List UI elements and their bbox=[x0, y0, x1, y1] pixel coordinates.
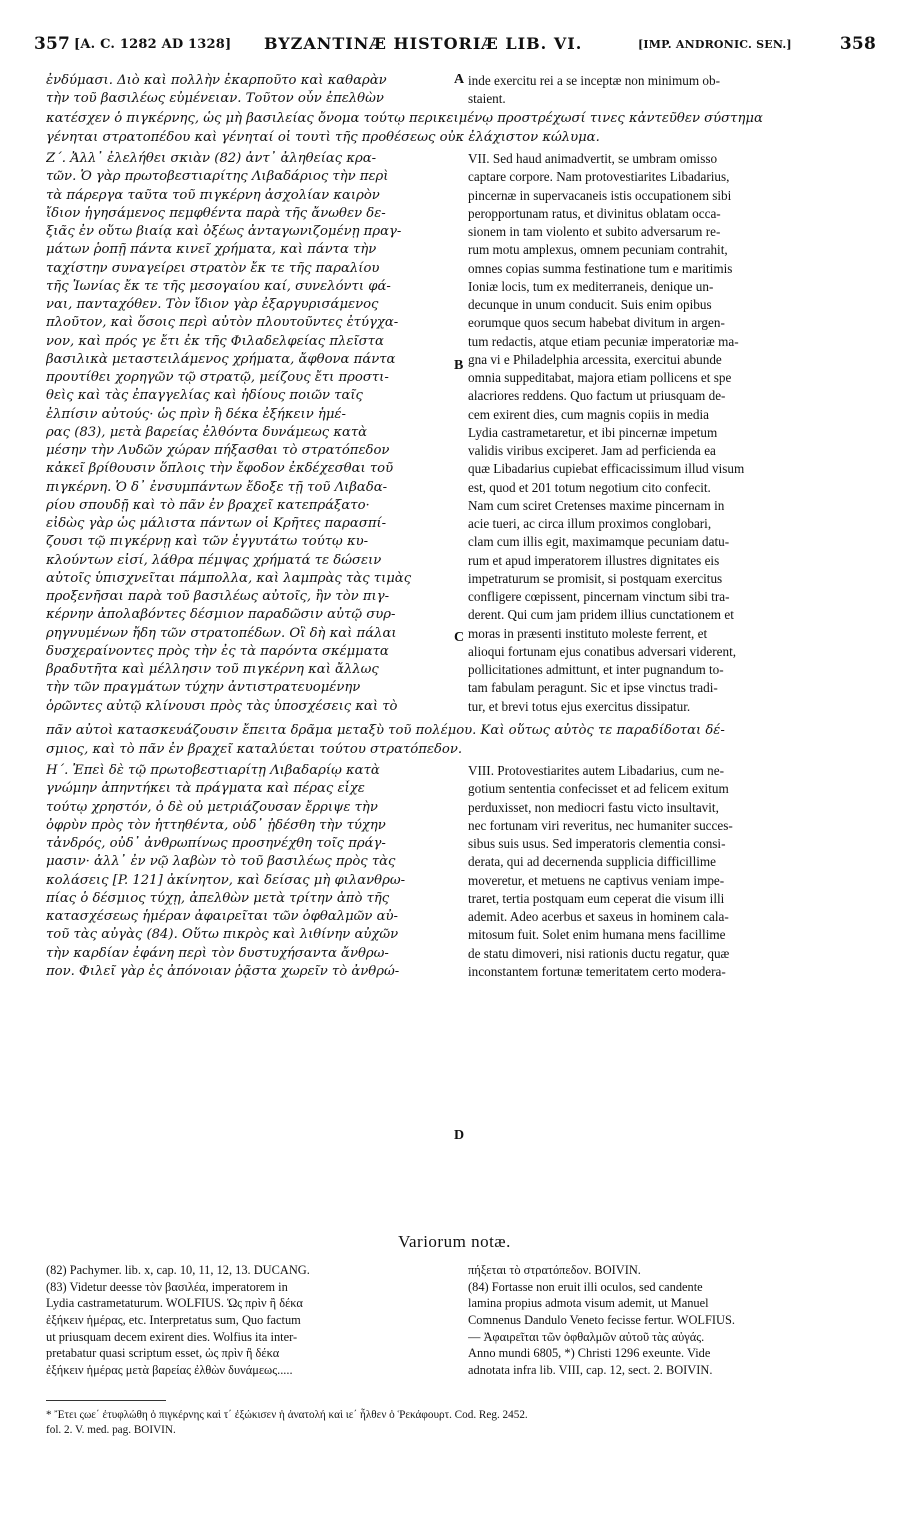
text-line: VIII. Protovestiarites autem Libadarius, cum ne- bbox=[468, 763, 724, 778]
text-line: πήξεται τὸ στρατόπεδον. BOIVIN. bbox=[468, 1263, 641, 1277]
text-line: peropportunam ratus, et divinitus oblatam occa- bbox=[468, 205, 721, 221]
text-line: βραδυτῆτα καὶ μέλλησιν τοῦ πιγκέρνη καὶ ἄλλως bbox=[46, 662, 379, 677]
text-line: confligere cœpissent, pincernam vinctum sibi tra- bbox=[468, 589, 730, 604]
text-line: pincernæ in supervacaneis istis occupationem sibi bbox=[468, 187, 732, 203]
text-line: μέσην τὴν Λυδῶν χώραν πήξασθαι τὸ στρατόπεδον bbox=[46, 443, 390, 458]
text-line: gotium sententia confecisset et ad felicem exitum bbox=[468, 781, 729, 797]
text-line: ναι, πανταχόθεν. Τὸν ἴδιον γὰρ ἐξαργυρισάμενος bbox=[46, 297, 379, 312]
text-line: adnotata infra lib. VIII, cap. 12, sect. 2. BOIVIN. bbox=[468, 1363, 713, 1378]
text-line: captare corpore. Nam protovestiarites Libadarius, bbox=[468, 169, 730, 185]
margin-marker-a: A bbox=[454, 72, 465, 87]
text-line: de statu dimoveri, nisi rationis ductu regatur, quæ bbox=[468, 945, 730, 961]
text-line: tur, et brevi totus ejus exercitus dissipatur. bbox=[468, 698, 691, 714]
text-line: derent. Qui cum jam pridem illius cunctationem et bbox=[468, 607, 734, 623]
text-line: τῆς Ἰωνίας ἔκ τε τῆς μεσογαίου καί, συνελόντι φά- bbox=[46, 278, 391, 294]
text-line: fol. 2. V. med. pag. BOIVIN. bbox=[46, 1424, 176, 1436]
greek-column-chapter-7 bbox=[46, 150, 458, 716]
text-line: ρίου σπουδῇ καὶ τὸ πᾶν ἐν βραχεῖ κατεπράξατο· bbox=[46, 497, 370, 513]
greek-full-width-2 bbox=[46, 722, 876, 759]
text-line: VII. Sed haud animadvertit, se umbram omisso bbox=[468, 151, 718, 166]
text-line: rum motu amplexus, omnem pecuniam contrahit, bbox=[468, 242, 728, 258]
text-line: ρηγνυμένων ἤδη τῶν στρατοπέδων. Οἳ δὴ καὶ πάλαι bbox=[46, 625, 397, 641]
text-line: κατασχέσεως ἡμέραν ἀφαιρεῖται τῶν ὀφθαλμῶν αὐ- bbox=[46, 909, 398, 924]
text-line: ρας (83), μετὰ βαρείας ἐλθόντα δυνάμεως κατὰ bbox=[46, 424, 368, 440]
text-line: cem exirent dies, cum magnis copiis in media bbox=[468, 406, 709, 422]
text-line: τοῦ τὰς αὐγὰς (84). Οὕτω πικρὸς καὶ λιθίνην αὐχῶν bbox=[46, 927, 399, 943]
text-line: ξιᾶς ἐν οὕτω βιαίᾳ καὶ ὀξέως ἀνταγωνιζομένῃ πραγ- bbox=[46, 224, 402, 239]
text-line: κλούντων εἰσί, λάθρα πέμψας χρήματά τε δώσειν bbox=[46, 552, 382, 568]
text-line: validis viribus exciperet. Jam ad perficienda ea bbox=[468, 443, 716, 458]
text-line: τἀνδρός, οὐδ᾽ ἀνθρωπίνως προσηνέχθη τοῖς πράγ- bbox=[46, 836, 386, 851]
footnote-rule bbox=[46, 1400, 166, 1401]
text-line: pretabatur quasi scriptum esset, ὡς πρὶν ἢ δέκα bbox=[46, 1346, 280, 1361]
text-line: κέρνην ἀπολαβόντες δέσμιον παραδῶσιν αὐτῷ συρ- bbox=[46, 607, 396, 623]
text-line: γνώμην ἀπηντήκει τὰ πράγματα καὶ πέρας εἶχε bbox=[46, 781, 365, 797]
margin-marker-c: C bbox=[454, 630, 465, 645]
page-number-right: 358 bbox=[839, 34, 876, 54]
text-line: κἀκεῖ βρίθουσιν ὅπλοις τὴν ἔφοδον ἐκδέχεσθαι τοῦ bbox=[46, 461, 394, 477]
text-line: σμιος, καὶ τὸ πᾶν ἐν βραχεῖ καταλύεται τούτου στρατόπεδον. bbox=[46, 741, 463, 757]
text-line: Lydia castrametaretur, et ibi pincernæ impetum bbox=[468, 424, 718, 440]
text-line: ut priusquam decem exirent dies. Wolfius ita inter- bbox=[46, 1329, 298, 1344]
header-years: [A. C. 1282 AD 1328] bbox=[74, 37, 232, 52]
latin-column-chapter-8 bbox=[468, 762, 878, 981]
text-line: πλοῦτον, καὶ ὅσοις περὶ αὐτὸν πλουτοῦντες ἐτύγχα- bbox=[46, 315, 399, 331]
text-line: perduxisset, non mediocri fastu victo insultavit, bbox=[468, 799, 719, 815]
text-line: Ioniæ locis, tum ex mediterraneis, denique un- bbox=[468, 278, 714, 294]
notes-right-column bbox=[468, 1262, 878, 1379]
notes-title: Variorum notæ. bbox=[398, 1232, 511, 1251]
text-line: quæ Libadarius cupiebat efficacissimum illud visum bbox=[468, 461, 745, 477]
text-line: πον. Φιλεῖ γὰρ ἐς ἀπόνοιαν ῥᾷστα χωρεῖν τὸ ἀνθρώ- bbox=[46, 963, 400, 979]
text-line: ὀφρὺν πρὸς τὸν ἡττηθέντα, οὐδ᾽ ᾐδέσθη τὴν τύχην bbox=[46, 817, 386, 833]
text-line: τὴν τῶν πραγμάτων τύχην ἀντιστρατευομένην bbox=[46, 680, 361, 696]
text-line: alioqui fortunam ejus conatibus adversari viderent, bbox=[468, 643, 737, 659]
running-header bbox=[34, 34, 876, 64]
text-line: Ζ΄. Ἀλλ᾽ ἐλελήθει σκιὰν (82) ἀντ᾽ ἀληθείας κρα- bbox=[46, 151, 377, 166]
text-line: * Ἔτει ςωε΄ ἐτυφλώθη ὁ πιγκέρνης καὶ τ΄ ἐξώκισεν ἡ ἀνατολή καὶ ιε΄ ἦλθεν ὁ Ῥεκάφουρτ. Cod. Reg. 2452. bbox=[46, 1409, 528, 1421]
text-line: traret, tertia postquam eum ceperat die visum illi bbox=[468, 890, 725, 906]
text-line: Lydia castrametaturum. WOLFIUS. Ὡς πρὶν ἢ δέκα bbox=[46, 1296, 303, 1311]
text-line: κολάσεις [P. 121] ἀκίνητον, καὶ δείσας μὴ φιλανθρω- bbox=[46, 872, 406, 888]
text-line: δυσχεραίνοντες πρὸς τὴν ἐς τὰ παρόντα σκέμματα bbox=[46, 643, 389, 659]
text-line: μασιν· ἀλλ᾽ ἐν νῷ λαβὼν τὸ τοῦ βασιλέως πρὸς τὰς bbox=[46, 854, 396, 870]
text-line: lamina propius admota visum ademit, ut Manuel bbox=[468, 1296, 709, 1311]
text-line: ταχίστην συναγείρει στρατὸν ἔκ τε τῆς παραλίου bbox=[46, 260, 380, 276]
text-line: tam fabulam peragunt. Sic et ipse vinctus tradi- bbox=[468, 680, 718, 696]
greek-column-top bbox=[46, 72, 456, 109]
text-line: ὁρῶντες αὐτῷ κλίνουσι πρὸς τὰς ὑποσχέσεις καὶ τὸ bbox=[46, 698, 398, 714]
latin-column-chapter-7 bbox=[468, 150, 878, 716]
text-line: inde exercitu rei a se inceptæ non minimum ob- bbox=[468, 73, 720, 88]
text-line: κατέσχεν ὁ πιγκέρνης, ὡς μὴ βασιλείας ὄνομα τούτῳ περικειμένῳ προστρέχωσί τινες κἀντεῦθεν σύστημα bbox=[46, 111, 763, 126]
text-line: — Ἀφαιρεῖται τῶν ὀφθαλμῶν αὐτοῦ τὰς αὐγάς. bbox=[468, 1329, 705, 1344]
text-line: rum et apud imperatorem illustres dignitates eis bbox=[468, 552, 720, 568]
text-line: τὰ πάρεργα ταῦτα τοῦ πιγκέρνη ἀσχολίαν καιρὸν bbox=[46, 187, 380, 203]
text-line: omnia suppeditabat, majora etiam pollicens et spe bbox=[468, 370, 732, 385]
text-line: προξενῆσαι παρὰ τοῦ βασιλέως αὐτοῖς, ἢν τὸν πιγ- bbox=[46, 589, 390, 604]
text-line: moveretur, et metuens ne captivus veniam impe- bbox=[468, 872, 725, 888]
greek-column-chapter-8 bbox=[46, 762, 458, 981]
text-line: ademit. Adeo acerbus et saxeus in hominem cala- bbox=[468, 909, 729, 924]
latin-column-top bbox=[468, 72, 878, 109]
text-line: staient. bbox=[468, 91, 506, 107]
text-line: (82) Pachymer. lib. x, cap. 10, 11, 12, 13. DUCANG. bbox=[46, 1263, 310, 1277]
footnote bbox=[46, 1408, 876, 1438]
text-line: Anno mundi 6805, *) Christi 1296 exeunte. Vide bbox=[468, 1346, 711, 1361]
text-line: (83) Videtur deesse τὸν βασιλέα, imperatorem in bbox=[46, 1279, 288, 1294]
text-line: nec fortunam viri reveritus, nec humaniter succes- bbox=[468, 817, 733, 833]
margin-marker-d: D bbox=[454, 1128, 465, 1143]
notes-left-column bbox=[46, 1262, 458, 1379]
text-line: μάτων ῥοπῇ πάντα κινεῖ χρήματα, καὶ πάντα τὴν bbox=[46, 242, 377, 258]
text-line: acie tueri, ac circa illum proximos conglobari, bbox=[468, 516, 712, 531]
text-line: est, quod et 201 totum negotium cito confecit. bbox=[468, 479, 711, 495]
text-line: impetraturum se promisit, si postquam exercitus bbox=[468, 570, 723, 586]
text-line: clam cum illis egit, maximamque pecuniam datu- bbox=[468, 534, 730, 550]
text-line: derata, qui ad decernenda supplicia difficillime bbox=[468, 854, 717, 870]
text-line: αὐτοῖς ὑπισχνεῖται πάμπολλα, καὶ λαμπρὰς τὰς τιμὰς bbox=[46, 570, 412, 586]
margin-marker-b: B bbox=[454, 358, 464, 373]
text-line: ἐνδύμασι. Διὸ καὶ πολλὴν ἐκαρποῦτο καὶ καθαρὰν bbox=[46, 73, 387, 88]
text-line: gna vi e Philadelphia arcessita, exercitui abunde bbox=[468, 351, 722, 367]
text-line: ζουσι τῷ πιγκέρνῃ καὶ τῶν ἐγγυτάτω τούτῳ κυ- bbox=[46, 534, 369, 550]
text-line: θεὶς καὶ τὰς ἐπαγγελίας καὶ ἡδίους ποιῶν ταῖς bbox=[46, 388, 363, 404]
text-line: τούτῳ χρηστόν, ὁ δὲ οὐ μετριάζουσαν ἔρριψε τὴν bbox=[46, 799, 378, 815]
text-line: omnes copias summa festinatione tum e maritimis bbox=[468, 260, 733, 276]
header-title: BYZANTINÆ HISTORIÆ LIB. VI. bbox=[264, 34, 583, 53]
text-line: ἐξήκειν ἡμέρας, etc. Interpretatus sum, Quo factum bbox=[46, 1313, 301, 1328]
text-line: τὴν καρδίαν ἐφάνη περὶ τὸν δυστυχήσαντα ἄνθρω- bbox=[46, 945, 389, 961]
text-line: sionem in tam violento et subito adversarum re- bbox=[468, 224, 721, 239]
text-line: (84) Fortasse non eruit illi oculos, sed candente bbox=[468, 1279, 703, 1294]
text-line: mitosum fuit. Solet enim humana mens facillime bbox=[468, 927, 726, 943]
text-line: decunque in unum conducit. Suis enim opibus bbox=[468, 297, 712, 312]
text-line: βασιλικὰ μεταστειλάμενος χρήματα, ἄφθονα πάντα bbox=[46, 351, 396, 367]
text-line: ἴδιον ἡγησάμενος πεμφθέντα παρὰ τῆς ἄνωθεν δε- bbox=[46, 205, 386, 221]
text-line: eorumque quos secum habebat divitum in argen- bbox=[468, 315, 725, 331]
text-line: inconstantem fortunæ temeritatem certo modera- bbox=[468, 963, 726, 979]
text-line: tum redactis, atque etiam pecuniæ imperatoriæ ma- bbox=[468, 333, 739, 349]
text-line: ἐλπίσιν αὐτούς· ὡς πρὶν ἢ δέκα ἐξήκειν ἡμέ- bbox=[46, 406, 346, 422]
text-line: πᾶν αὐτοὶ κατασκευάζουσιν ἔπειτα δρᾶμα μεταξὺ τοῦ πολέμου. Καὶ οὕτως αὐτὸς τε παραδίδοται δέ- bbox=[46, 723, 725, 738]
text-line: πιγκέρνη. Ὁ δ᾽ ἐνσυμπάντων ἔδοξε τῇ τοῦ Λιβαδα- bbox=[46, 479, 388, 495]
greek-full-width-1 bbox=[46, 110, 876, 147]
text-line: moras in præsenti instituto moleste ferrent, et bbox=[468, 625, 708, 641]
text-line: τὴν τοῦ βασιλέως εὐμένειαν. Τοῦτον οὖν ἐπελθὼν bbox=[46, 91, 384, 107]
text-line: προυτίθει χορηγῶν τῷ στρατῷ, μείζους ἔτι προστι- bbox=[46, 370, 389, 385]
text-line: Η΄. Ἐπεὶ δὲ τῷ πρωτοβεστιαρίτῃ Λιβαδαρίῳ κατὰ bbox=[46, 763, 380, 778]
text-line: νον, καὶ πρός γε ἔτι ἐκ τῆς Φιλαδελφείας πλεῖστα bbox=[46, 333, 384, 349]
text-line: sibus suis usus. Sed imperatoris clementia consi- bbox=[468, 836, 726, 851]
text-line: πίας ὁ δέσμιος τύχῃ, ἀπελθὼν μετὰ τρίτην ἀπὸ τῆς bbox=[46, 890, 390, 906]
page-number-left: 357 bbox=[34, 34, 71, 54]
text-line: Comnenus Dandulo Veneto fecisse fertur. WOLFIUS. bbox=[468, 1313, 735, 1328]
text-line: γένηται στρατοπέδου καὶ γένηταί οἱ τουτὶ τῆς προθέσεως οὐκ ἐλάχιστον κώλυμα. bbox=[46, 129, 600, 145]
text-line: Nam cum sciret Cretenses maxime pincernam in bbox=[468, 497, 725, 513]
text-line: alacriores reddens. Quo factum ut priusquam de- bbox=[468, 388, 726, 404]
header-emperor: [IMP. ANDRONIC. SEN.] bbox=[638, 38, 792, 51]
text-line: ἐξήκειν ἡμέρας μετὰ βαρείας ἐλθὼν δυνάμεως..... bbox=[46, 1363, 293, 1378]
text-line: εἰδὼς γὰρ ὡς μάλιστα πάντων οἱ Κρῆτες παρασπί- bbox=[46, 516, 387, 531]
text-line: pollicitationes admittunt, et inter pugnandum to- bbox=[468, 662, 724, 677]
text-line: τῶν. Ὁ γὰρ πρωτοβεστιαρίτης Λιβαδάριος τὴν περὶ bbox=[46, 169, 389, 185]
